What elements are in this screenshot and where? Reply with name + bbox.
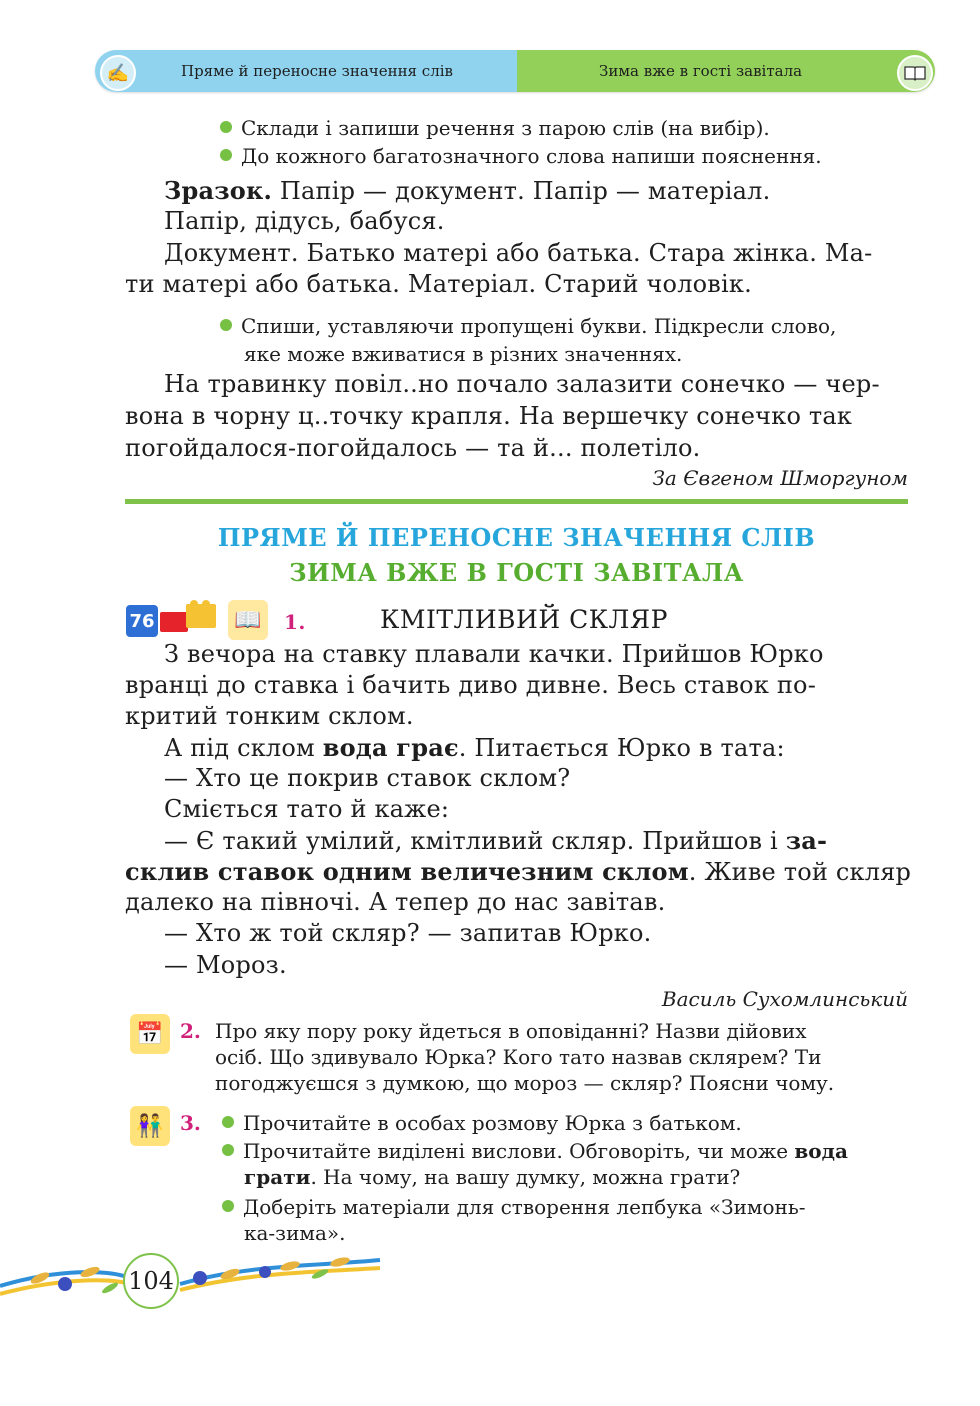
story-heading: 1. [284,610,306,634]
section-subtitle: ЗИМА ВЖЕ В ГОСТІ ЗАВІТАЛА [289,558,744,587]
reading-icon: 📖 [228,600,268,640]
story-author: Василь Сухомлинський [661,987,908,1011]
section-title: ПРЯМЕ Й ПЕРЕНОСНЕ ЗНАЧЕННЯ СЛІВ [217,523,816,552]
story-line: далеко на півночі. А тепер до нас завітав. [125,888,666,916]
story-line: критий тонким склом. [125,702,414,730]
task-bullet: Спиши, уставляючи пропущені букви. Підкресли слово, [220,314,836,338]
question-number: 2. [180,1019,201,1043]
sample-line: Зразок. Папір — документ. Папір — матеріал. [164,176,771,205]
question-line: осіб. Що здивувало Юрка? Кого тато назвав склярем? Ти [215,1045,822,1069]
bullet-icon [220,149,232,161]
story-line: — Мороз. [164,951,287,979]
task-bullet: Склади і запиши речення з парою слів (на вибір). [220,116,770,140]
section-divider [125,499,908,504]
bullet-icon [220,121,232,133]
bullet-icon [222,1116,234,1128]
book-icon [897,55,933,91]
lego-blocks-icon [158,596,220,636]
footer-ornament [0,1238,390,1318]
exercise-line: На травинку повіл..но почало залазити сонечко — чер- [164,370,880,398]
group-work-icon: 👫 [130,1106,170,1146]
exercise-line: погойдалося-погойдалось — та й... полетіло. [125,434,701,462]
story-line: Сміється тато й каже: [164,795,450,823]
question-line: Про яку пору року йдеться в оповіданні? Назви дійових [215,1019,807,1043]
task-bullet-cont: ка-зима». [244,1221,346,1245]
task-bullet-cont: грати. На чому, на вашу думку, можна грати? [244,1165,741,1189]
sample-line: ти матері або батька. Матеріал. Старий чоловік. [125,270,752,298]
page-header [95,50,935,92]
sample-line: Документ. Батько матері або батька. Стара жінка. Ма- [164,239,873,267]
header-right-title: Зима вже в гості завітала [517,50,935,92]
story-line: — Є такий умілий, кмітливий скляр. Прийшов і за- [164,826,828,855]
bullet-icon [222,1144,234,1156]
bullet-icon [222,1200,234,1212]
question-line: погоджуєшся з думкою, що мороз — скляр? Поясни чому. [215,1071,835,1095]
story-title: КМІТЛИВИЙ СКЛЯР [380,605,668,634]
exercise-author: За Євгеном Шморгуном [652,466,908,490]
task-bullet: До кожного багатозначного слова напиши пояснення. [220,144,822,168]
task-bullet: Доберіть матеріали для створення лепбука «Зимонь- [222,1195,805,1219]
sample-line: Папір, дідусь, бабуся. [164,207,445,235]
story-line: А під склом вода грає. Питається Юрко в тата: [164,733,785,762]
page-number: 104 [123,1253,179,1309]
story-line: — Хто ж той скляр? — запитав Юрко. [164,919,652,947]
calendar-icon: 📅 [130,1014,170,1054]
story-line: склив ставок одним величезним склом. Живе той скляр [125,857,912,886]
lesson-number-badge: 76 [126,605,158,637]
task-bullet: Прочитайте в особах розмову Юрка з батьком. [222,1111,742,1135]
pen-icon: ✍ [100,55,136,91]
bullet-icon [220,319,232,331]
task-bullet: Прочитайте виділені вислови. Обговоріть, чи може вода [222,1139,848,1163]
question-number: 3. [180,1111,201,1135]
exercise-line: вона в чорну ц..точку крапля. На вершечку сонечко так [125,402,853,430]
task-bullet-cont: яке може вживатися в різних значеннях. [244,342,683,366]
story-line: вранці до ставка і бачить диво дивне. Весь ставок по- [125,671,817,699]
story-line: З вечора на ставку плавали качки. Прийшов Юрко [164,640,824,668]
story-line: — Хто це покрив ставок склом? [164,764,571,792]
header-left-title: Пряме й переносне значення слів [95,50,517,92]
